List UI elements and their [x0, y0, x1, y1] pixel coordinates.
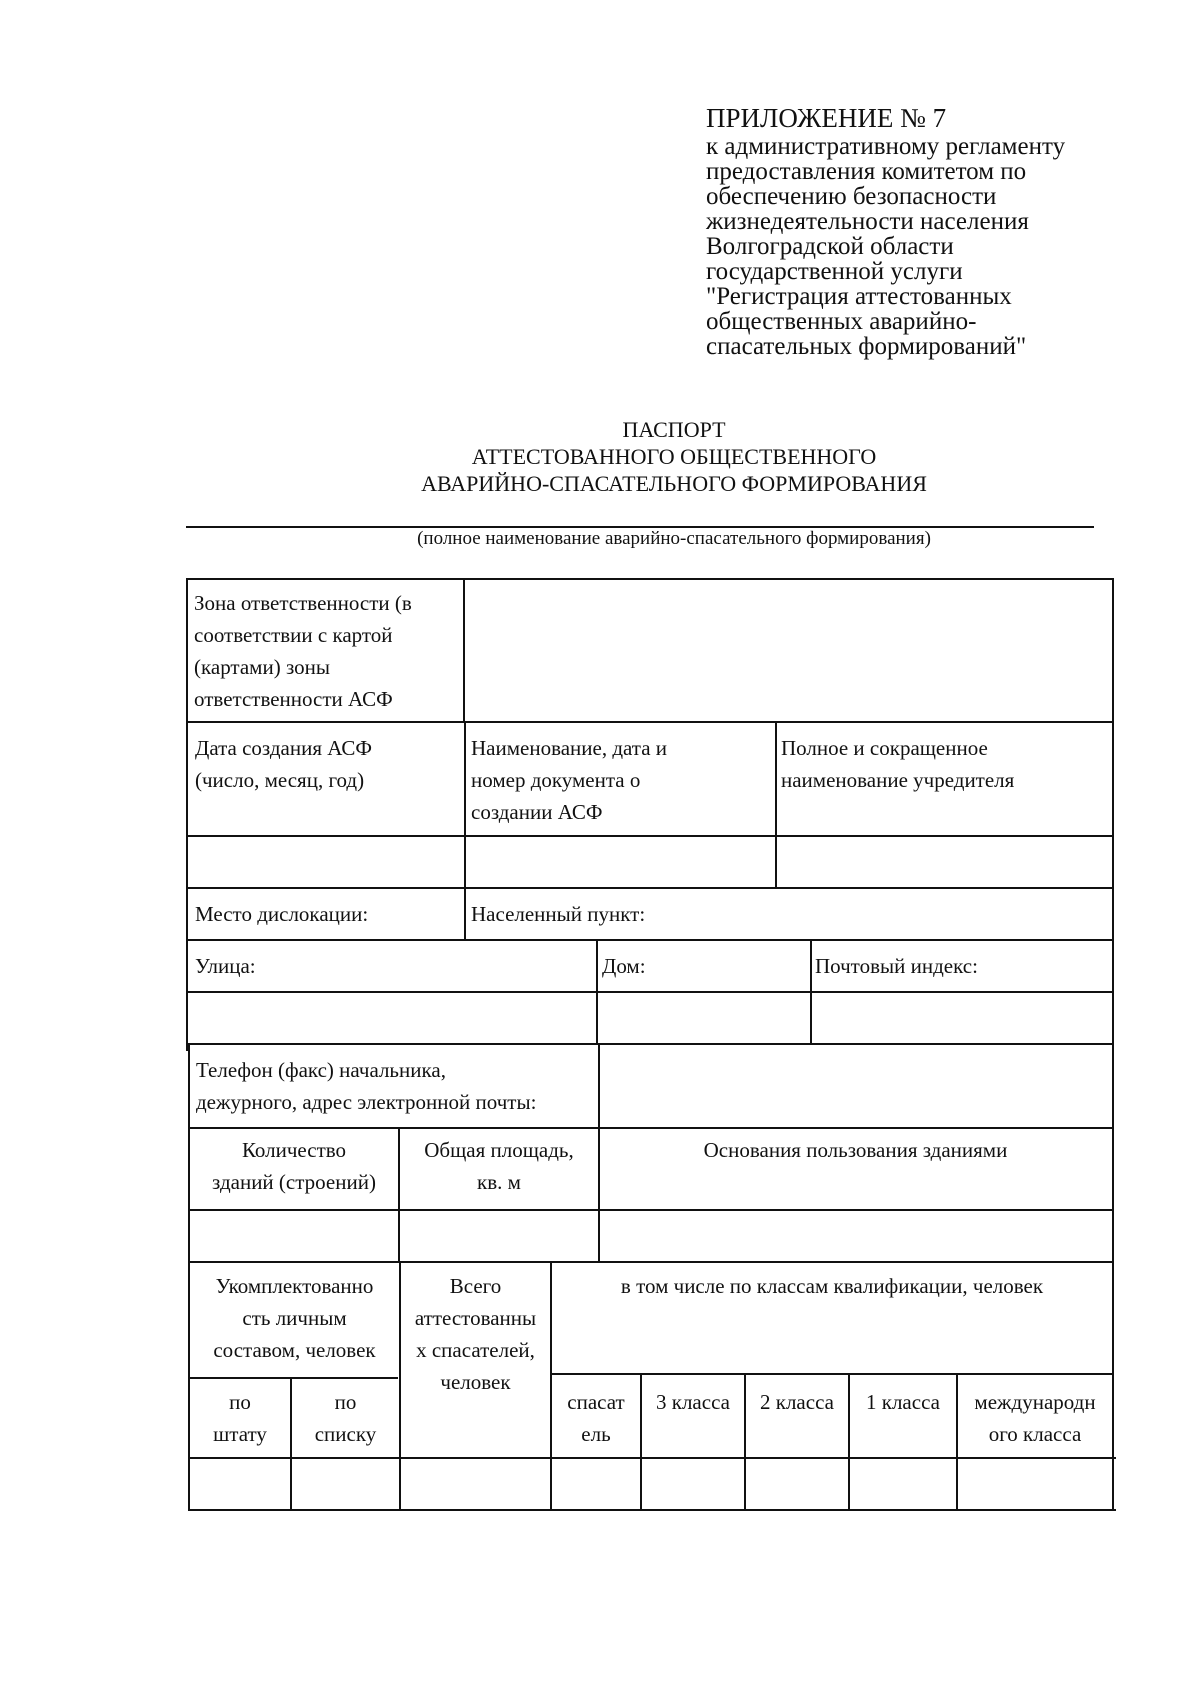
usage-basis-field[interactable]	[600, 1211, 1111, 1261]
creation-date-field[interactable]	[190, 837, 463, 887]
by-staff-label: по штату	[213, 1390, 267, 1446]
location-label: Место дислокации:	[195, 902, 369, 926]
area-field[interactable]	[400, 1211, 597, 1261]
appendix-line: к административному регламенту	[706, 133, 1066, 160]
appendix-block	[706, 102, 1176, 359]
house-label: Дом:	[602, 954, 646, 978]
appendix-line: предоставления комитетом по	[706, 158, 1027, 185]
appendix-line: Волгоградской области	[706, 233, 954, 260]
street-label: Улица:	[195, 954, 256, 978]
by-staff-field[interactable]	[190, 1459, 290, 1509]
by-class-label: в том числе по классам квалификации, человек	[620, 1274, 1044, 1298]
postcode-field[interactable]	[812, 993, 1111, 1043]
phone-field[interactable]	[600, 1045, 1111, 1127]
appendix-line: "Регистрация аттестованных	[706, 283, 1012, 310]
class2-label: 2 класса	[760, 1390, 834, 1414]
rescuer-label: спасат ель	[567, 1390, 625, 1446]
zone-value-field[interactable]	[466, 580, 1112, 721]
appendix-line: спасательных формирований"	[706, 333, 1027, 360]
by-list-field[interactable]	[292, 1459, 399, 1509]
class3-field[interactable]	[642, 1459, 744, 1509]
buildings-count-label: Количество зданий (строений)	[212, 1138, 376, 1194]
appendix-line: общественных аварийно-	[706, 308, 977, 335]
usage-basis-label: Основания пользования зданиями	[703, 1138, 1008, 1162]
document-field[interactable]	[466, 837, 774, 887]
postcode-label: Почтовый индекс:	[815, 954, 978, 978]
appendix-line: государственной услуги	[706, 258, 963, 285]
buildings-count-field[interactable]	[190, 1211, 397, 1261]
area-label: Общая площадь, кв. м	[424, 1138, 574, 1194]
staffing-label: Укомплектованно сть личным составом, человек	[213, 1274, 376, 1362]
doc-title-line-1: ПАСПОРТ	[622, 417, 726, 442]
by-list-label: по списку	[314, 1390, 377, 1446]
doc-title-line-2: АТТЕСТОВАННОГО ОБЩЕСТВЕННОГО	[471, 444, 877, 469]
appendix-line: жизнедеятельности населения	[706, 208, 1029, 235]
settlement-label: Населенный пункт:	[471, 902, 646, 926]
class1-label: 1 класса	[866, 1390, 940, 1414]
appendix-title: ПРИЛОЖЕНИЕ № 7	[706, 103, 947, 133]
international-label: международн ого класса	[974, 1390, 1096, 1446]
total-certified-label: Всего аттестованны х спасателей, человек	[414, 1274, 537, 1394]
name-caption: (полное наименование аварийно-спасательного формирования)	[417, 528, 931, 549]
rescuer-field[interactable]	[552, 1459, 640, 1509]
founder-label: Полное и сокращенное наименование учредителя	[781, 736, 1015, 792]
document-label: Наименование, дата и номер документа о создании АСФ	[471, 736, 668, 824]
total-certified-field[interactable]	[401, 1459, 550, 1509]
phone-label: Телефон (факс) начальника, дежурного, адрес электронной почты:	[196, 1058, 537, 1114]
street-field[interactable]	[190, 993, 595, 1043]
house-field[interactable]	[598, 993, 809, 1043]
zone-label: Зона ответственности (в соответствии с картой (картами) зоны ответственности АСФ	[194, 591, 412, 711]
doc-title-line-3: АВАРИЙНО-СПАСАТЕЛЬНОГО ФОРМИРОВАНИЯ	[421, 471, 927, 496]
class1-field[interactable]	[850, 1459, 956, 1509]
class3-label: 3 класса	[656, 1390, 730, 1414]
creation-date-label: Дата создания АСФ (число, месяц, год)	[195, 736, 372, 792]
international-field[interactable]	[958, 1459, 1112, 1509]
appendix-line: обеспечению безопасности	[706, 183, 997, 210]
founder-field[interactable]	[777, 837, 1111, 887]
class2-field[interactable]	[746, 1459, 848, 1509]
